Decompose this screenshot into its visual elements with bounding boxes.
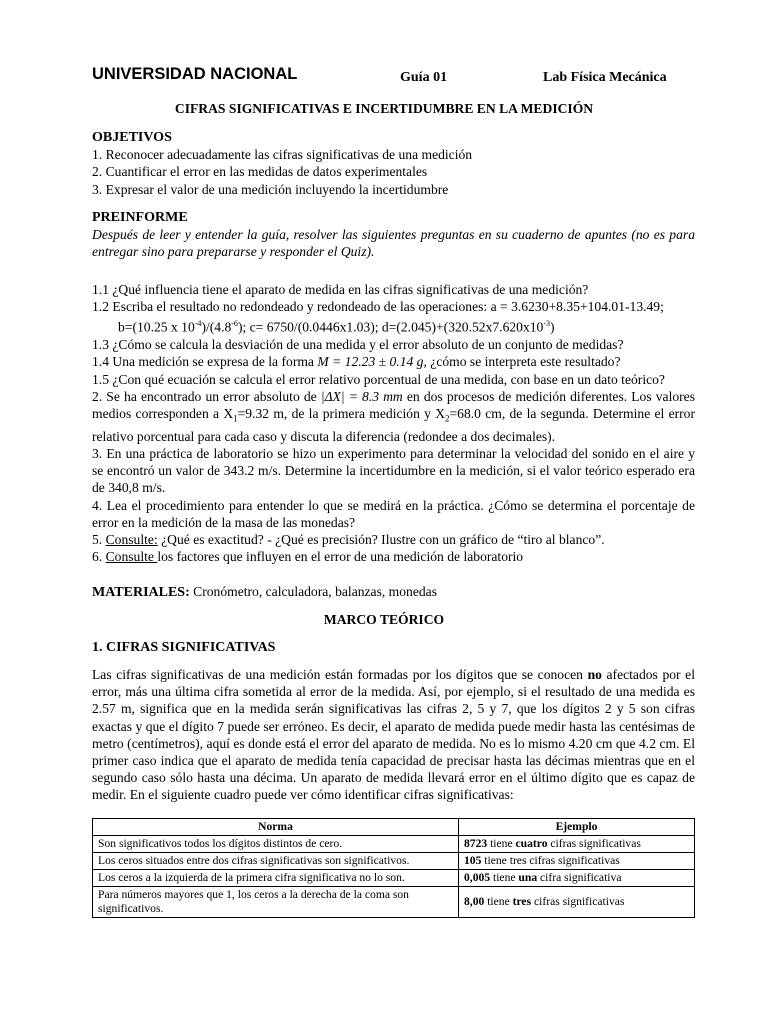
ejemplo-cell: 8,00 tiene tres cifras significativas xyxy=(459,887,695,918)
preinforme-intro: Después de leer y entender la guía, resolver las siguientes preguntas en su cuaderno de apuntes (no es para entregar sino para prepararse y responder el Quiz). xyxy=(92,227,695,260)
question-5: 5. Consulte: ¿Qué es exactitud? - ¿Qué es precisión? Ilustre con un gráfico de “tiro al blanco”. xyxy=(92,532,605,548)
table-row xyxy=(93,853,695,870)
consulte-link: Consulte: xyxy=(105,532,158,548)
table-header-row xyxy=(93,819,695,836)
ejemplo-cell: 105 tiene tres cifras significativas xyxy=(459,853,695,870)
lab-name: Lab Física Mecánica xyxy=(543,70,667,85)
preinforme-heading: PREINFORME xyxy=(92,210,188,225)
column-header-norma: Norma xyxy=(93,819,459,836)
university-name: UNIVERSIDAD NACIONAL xyxy=(92,65,298,83)
absolute-error-formula: |ΔX| = 8.3 mm xyxy=(320,388,403,404)
question-6: 6. Consulte los factores que influyen en el error de una medición de laboratorio xyxy=(92,549,524,565)
question-4: 4. Lea el procedimiento para entender lo que se medirá en la práctica. ¿Cómo se determina el porcentaje de error en la medición de la masa de las monedas? xyxy=(92,497,695,530)
marco-teorico-heading: MARCO TEÓRICO xyxy=(323,612,445,627)
objetivo-item: 2. Cuantificar el error en las medidas de datos experimentales xyxy=(92,164,428,180)
materiales-line xyxy=(92,583,695,601)
objetivos-heading: OBJETIVOS xyxy=(92,130,172,145)
question-1-3: 1.3 ¿Cómo se calcula la desviación de una medida y el error absoluto de un conjunto de medidas? xyxy=(92,337,624,353)
question-1-2: 1.2 Escriba el resultado no redondeado y redondeado de las operaciones: a = 3.6230+8.35+104.01-13.49; xyxy=(92,299,664,315)
section-cifras-heading: 1. CIFRAS SIGNIFICATIVAS xyxy=(92,640,276,655)
norma-cell: Los ceros situados entre dos cifras significativas son significativos. xyxy=(93,853,459,870)
norma-cell: Los ceros a la izquierda de la primera cifra significativa no lo son. xyxy=(93,870,459,887)
question-1-5: 1.5 ¿Con qué ecuación se calcula el error relativo porcentual de una medida, con base en un dato teórico? xyxy=(92,371,665,387)
question-1-4: 1.4 Una medición se expresa de la forma M = 12.23 ± 0.14 g, ¿cómo se interpreta este resultado? xyxy=(92,354,621,370)
question-1-1: 1.1 ¿Qué influencia tiene el aparato de medida en las cifras significativas de una medición? xyxy=(92,282,589,297)
table-row xyxy=(93,836,695,853)
objetivos-section xyxy=(92,129,695,198)
preinforme-section xyxy=(92,209,695,261)
significant-figures-table xyxy=(92,818,695,918)
objetivo-item: 1. Reconocer adecuadamente las cifras significativas de una medición xyxy=(92,147,473,163)
guide-number: Guía 01 xyxy=(400,70,448,85)
consulte-link: Consulte xyxy=(105,549,158,565)
materiales-text: Cronómetro, calculadora, balanzas, monedas xyxy=(189,584,438,599)
ejemplo-cell: 8723 tiene cuatro cifras significativas xyxy=(459,836,695,853)
ejemplo-cell: 0,005 tiene una cifra significativa xyxy=(459,870,695,887)
column-header-ejemplo: Ejemplo xyxy=(459,819,695,836)
objetivo-item: 3. Expresar el valor de una medición incluyendo la incertidumbre xyxy=(92,181,449,197)
question-3: 3. En una práctica de laboratorio se hizo un experimento para determinar la velocidad del sonido en el aire y se encontró un valor de 343.2 m/s. Determine la incertidumbre en la medición, si el valor teórico esperado era de 340,8 m/s. xyxy=(92,446,695,496)
norma-cell: Son significativos todos los dígitos distintos de cero. xyxy=(93,836,459,853)
materiales-label: MATERIALES: xyxy=(92,585,190,600)
document-title: CIFRAS SIGNIFICATIVAS E INCERTIDUMBRE EN LA MEDICIÓN xyxy=(174,101,594,116)
table-row xyxy=(93,870,695,887)
measurement-formula: M = 12.23 ± 0.14 g xyxy=(317,354,424,370)
preinforme-questions xyxy=(92,281,695,566)
table-row xyxy=(93,887,695,918)
question-2: 2. Se ha encontrado un error absoluto de |ΔX| = 8.3 mm en dos procesos de medición diferentes. Los valores medios corresponden a $X_1=9.32$ m, de la primera medición y $X_2=68.0$ cm, de la segunda. Determine el error relativo porcentual para cada caso y discuta la diferencia (redondee a dos decimales). xyxy=(92,388,696,444)
cifras-paragraph: Las cifras significativas de una medición están formadas por los dígitos que se conocen no afectados por el error, más una última cifra sometida al error de la medida. Así, por ejemplo, si el resultado de una medida es 2.57 m, significa que en la medida serán significativas las cifras 2, 5 y 7, que los dígitos 2 y 5 son cifras exactas y que el dígito 7 puede ser erróneo. Es decir, el aparato de medida puede medir hasta las centésimas de metro (centímetros), aquí es donde está el error del aparato de medida. No es lo mismo 4.20 cm que 4.2 cm. El primer caso indica que el aparato de medida tenía capacidad de precisar hasta las décimas mientras que en el segundo caso sólo hasta una décima. Un aparato de medida llevará error en el último dígito que es capaz de medir. En el siguiente cuadro puede ver cómo identificar cifras significativas: xyxy=(92,667,695,803)
norma-cell: Para números mayores que 1, los ceros a la derecha de la coma son significativos. xyxy=(93,887,459,918)
question-1-2-continued: b=(10.25 x $10^{-4})/(4.8^{-6})$; c= 6750/(0.0446x1.03); $d=(2.045)+(320.52x7.620x10^{-3})$ xyxy=(118,319,555,335)
